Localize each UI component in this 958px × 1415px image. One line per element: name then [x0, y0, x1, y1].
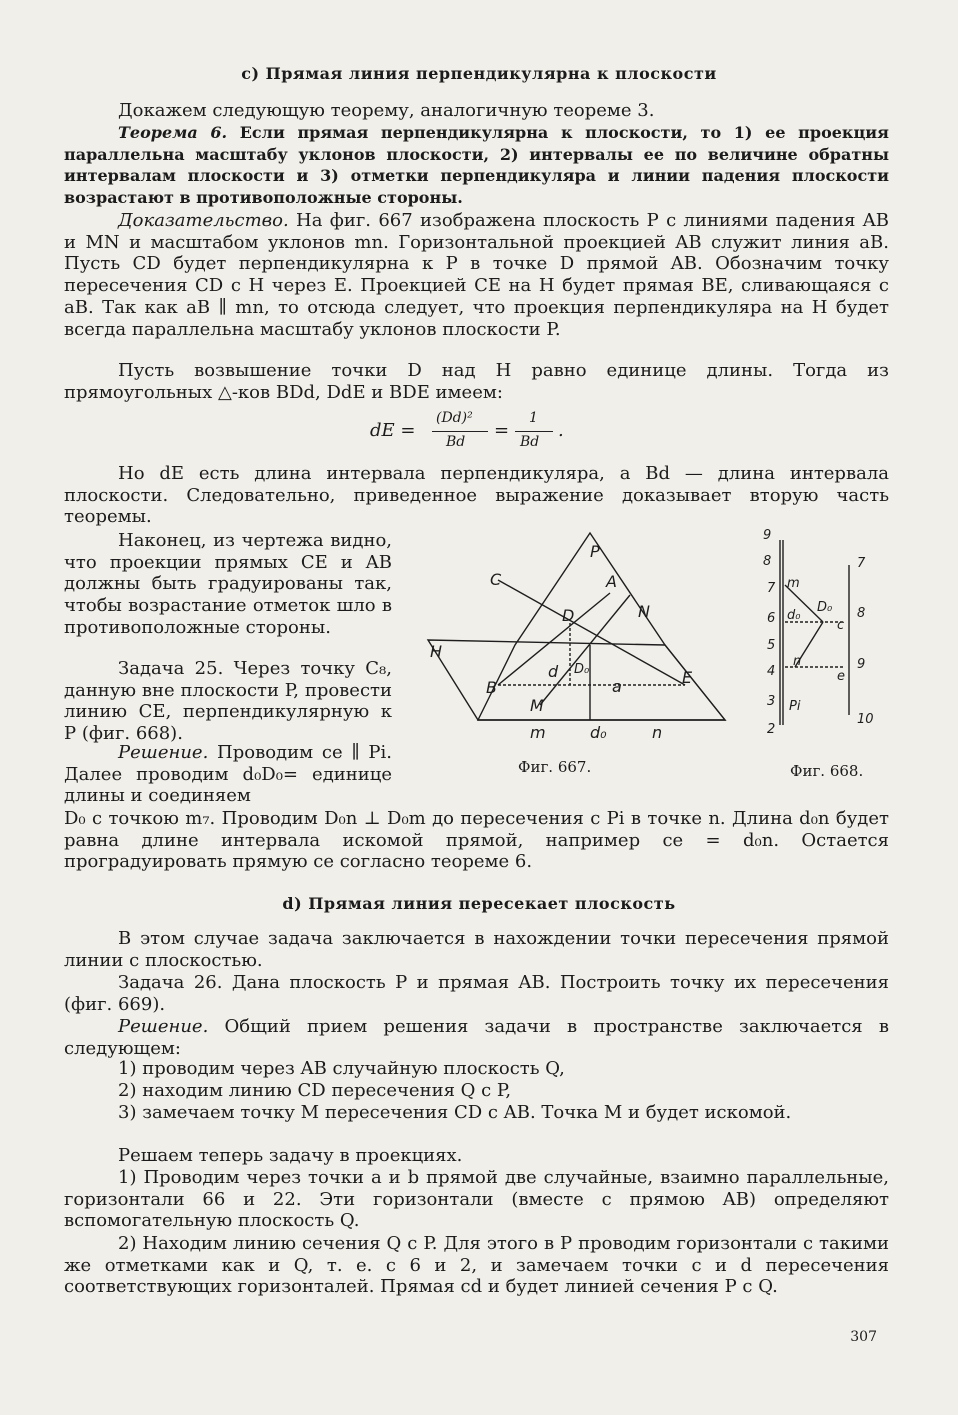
fig668-label-6: 6 [767, 611, 776, 626]
formula-lhs: dE = [370, 420, 416, 441]
elevation-paragraph: Пусть возвышение точки D над H равно единице длины. Тогда из прямоугольных △-ков BDd, DdE и BDE имеем: [64, 360, 889, 403]
solution-26-text: Общий прием решения задачи в пространстве заключается в следующем: [64, 1016, 889, 1059]
fig668-label-7-right: 7 [857, 556, 866, 571]
fig668-label-d0-upper: D₀ [817, 600, 833, 615]
theorem-text: Если прямая перпендикулярна к плоскости, то 1) ее проекция параллельна масштабу уклонов плоскости, 2) интервалы ее по величине обратны интервалам плоскости и 3) отметки перпендикуляра и линии падения плоскости возрастают в противоположные стороны. [64, 123, 889, 207]
fraction-bar-2 [515, 431, 553, 432]
figure-667 [420, 525, 730, 750]
fig667-label-a-small: a [612, 677, 622, 696]
step-1: 1) проводим через AB случайную плоскость Q, [118, 1058, 565, 1079]
section-d-intro: В этом случае задача заключается в нахождении точки пересечения прямой линии с плоскостью. [64, 928, 889, 971]
fraction-bar-1 [432, 431, 488, 432]
solution-26-label: Решение. [118, 1016, 209, 1037]
fig667-label-d-small: d [548, 662, 559, 681]
graduation-paragraph: Наконец, из чертежа видно, что проекции прямых CE и AB должны быть градуированы так, чтобы возрастание отметок шло в противоположные стороны. [64, 530, 392, 638]
fig668-label-8-right: 8 [857, 606, 866, 621]
formula-period: . [558, 420, 564, 441]
fig667-label-b: B [486, 678, 497, 697]
solution-25-text: Проводим ce ∥ Pi. Далее проводим d₀D₀= единице длины и соединяем [64, 742, 392, 807]
section-c-heading: c) Прямая линия перпендикулярна к плоскости [241, 64, 717, 83]
fig668-label-3: 3 [767, 694, 776, 709]
fig668-label-d0: d₀ [787, 608, 801, 623]
fig667-label-a: A [606, 572, 617, 591]
formula-equals: = [494, 420, 510, 441]
fig668-label-4: 4 [767, 664, 776, 679]
projection-intro: Решаем теперь задачу в проекциях. [118, 1145, 463, 1166]
projection-step-1: 1) Проводим через точки a и b прямой две случайные, взаимно параллельные, горизонтали 66 и 22. Эти горизонтали (вместе с прямою AB) определяют вспомогательную плоскость Q. [64, 1167, 889, 1232]
task-25-text: Через точку C₈, данную вне плоскости P, провести линию CE, перпендикулярную к P (фиг. 668). [64, 658, 392, 745]
step-3: 3) замечаем точку M пересечения CD с AB. Точка M и будет искомой. [118, 1102, 792, 1123]
fig667-label-m: M [530, 696, 544, 715]
fig668-label-7: 7 [767, 581, 776, 596]
step-2: 2) находим линию CD пересечения Q с P, [118, 1080, 512, 1101]
proof-label: Доказательство. [118, 210, 289, 231]
task-26 [64, 972, 889, 1015]
fig667-label-d0: d₀ [590, 723, 607, 742]
proof-text: На фиг. 667 изображена плоскость P с линиями падения AB и MN и масштабом уклонов mn. Горизонтальной проекцией AB служит линия aB. Пусть CD будет перпендикулярна к P в точке D прямой AB. Обозначим точку пересечения CD с H через E. Проекцией CE на H будет прямая BE, сливающаяся с aB. Так как aB ∥ mn, то отсюда следует, что проекция перпендикуляра на H будет всегда параллельна масштабу уклонов плоскости P. [64, 210, 890, 340]
solution-26 [64, 1016, 889, 1059]
fig668-label-8: 8 [763, 554, 772, 569]
fig667-label-h: H [430, 642, 443, 661]
task-25-label: Задача 25. [118, 658, 224, 679]
plane-p-outline [478, 533, 725, 720]
figure-668-caption: Фиг. 668. [790, 762, 864, 780]
page-number: 307 [850, 1329, 877, 1345]
task-25 [64, 658, 392, 745]
formula-numerator-1: (Dd)² [436, 410, 473, 426]
fig668-label-c: c [837, 618, 845, 633]
solution-25-continued: D₀ с точкою m₇. Проводим D₀n ⊥ D₀m до пересечения с Pi в точке n. Длина d₀n будет равна длине интервала искомой прямой, например ce = d₀n. Остается проградуировать прямую ce согласно теореме 6. [64, 808, 889, 873]
solution-25 [64, 742, 392, 807]
fig667-label-d: D [562, 606, 575, 625]
fig667-label-m-small: m [530, 723, 546, 742]
fig668-label-10: 10 [857, 712, 874, 727]
solution-25-label: Решение. [118, 742, 209, 763]
fig668-label-n: n [793, 654, 802, 669]
section-d-heading: d) Прямая линия пересекает плоскость [282, 894, 676, 913]
formula-de [370, 410, 600, 456]
fig667-label-c: C [490, 570, 502, 589]
fig668-label-2: 2 [767, 722, 776, 737]
fig668-label-pi: Pi [789, 699, 801, 714]
fig667-label-n: N [638, 602, 650, 621]
fig667-label-d0-upper: D₀ [574, 662, 590, 677]
fig668-label-m: m [787, 576, 800, 591]
formula-numerator-2: 1 [529, 410, 538, 426]
proof-paragraph [64, 210, 889, 340]
fig668-label-9-right: 9 [857, 657, 866, 672]
theorem-label: Теорема 6. [118, 123, 228, 142]
fig668-label-5: 5 [767, 638, 776, 653]
plane-h-outline [428, 640, 725, 720]
intro-paragraph: Докажем следующую теорему, аналогичную теореме 3. [118, 100, 655, 121]
task-26-text: Дана плоскость P и прямая AB. Построить точку их пересечения (фиг. 669). [64, 972, 889, 1015]
formula-denominator-2: Bd [520, 434, 540, 450]
figure-668 [745, 525, 885, 740]
fig667-label-n-small: n [652, 723, 663, 742]
interval-paragraph: Но dE есть длина интервала перпендикуляра, а Bd — длина интервала плоскости. Следовательно, приведенное выражение доказывает вторую часть теоремы. [64, 463, 889, 528]
fig667-label-e: E [682, 668, 693, 687]
projection-step-2: 2) Находим линию сечения Q с P. Для этого в P проводим горизонтали с такими же отметками как и Q, т. е. с 6 и 2, и замечаем точки c и d пересечения соответствующих горизонталей. Прямая cd и будет линией сечения P с Q. [64, 1233, 889, 1298]
figure-667-caption: Фиг. 667. [518, 758, 592, 776]
fig668-label-e: e [837, 669, 845, 684]
theorem-6 [64, 122, 889, 208]
fig667-label-p: P [590, 542, 600, 561]
formula-denominator-1: Bd [446, 434, 466, 450]
fig668-label-9: 9 [763, 528, 772, 543]
task-26-label: Задача 26. [118, 972, 223, 993]
